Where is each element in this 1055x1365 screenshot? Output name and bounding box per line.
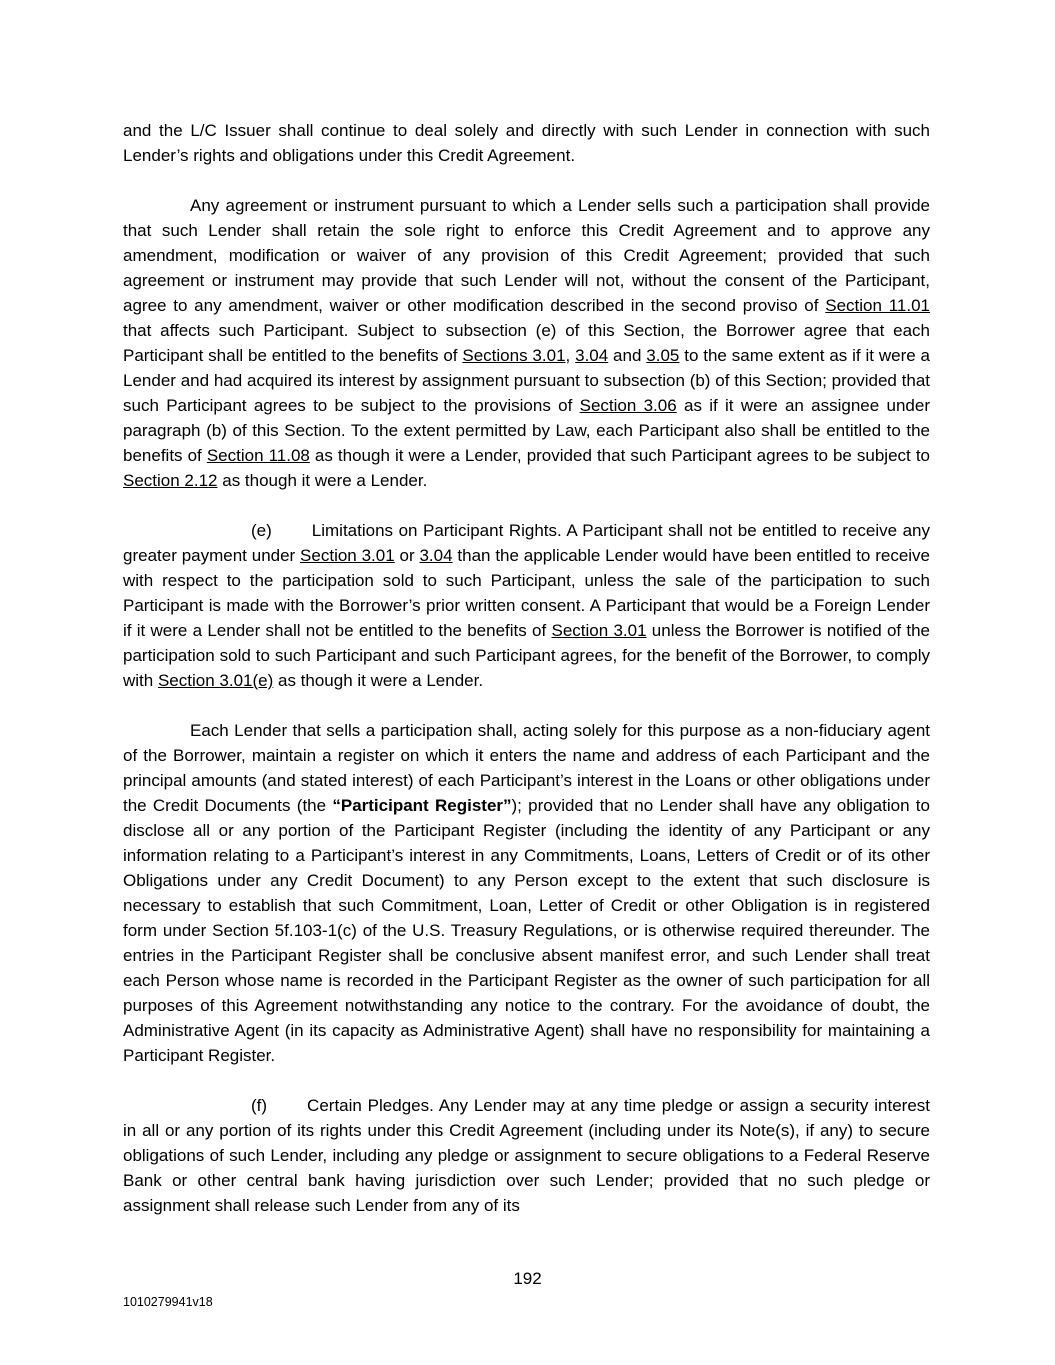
text-segment: as though it were a Lender. — [273, 671, 484, 690]
text-segment: Limitations on Participant Rights. A Participant shall not be entitled to receive any greater payment under — [123, 521, 930, 565]
defined-term: “Participant Register” — [332, 796, 512, 815]
text-segment: or — [394, 546, 420, 565]
section-reference: Sections 3.01 — [462, 346, 566, 365]
text-segment: , — [565, 346, 576, 365]
text-segment: that affects such Participant. Subject to subsection (e) of this Section, the Borrower agree that each Participant shall be entitled to the benefits of — [123, 321, 930, 365]
paragraph — [123, 1093, 930, 1218]
paragraph — [123, 193, 930, 493]
text-segment: Certain Pledges. Any Lender may at any time pledge or assign a security interest in all or any portion of its rights under this Credit Agreement (including under its Note(s), if any) to secure obligations of such Lender, including any pledge or assignment to secure obligations to a Federal Reserve Bank or other central bank having jurisdiction over such Lender; provided that no such pledge or assignment shall release such Lender from any of its — [123, 1096, 930, 1215]
section-reference: Section 3.01(e) — [157, 671, 274, 690]
section-reference: Section 11.08 — [206, 446, 310, 465]
section-reference: 3.04 — [419, 546, 453, 565]
text-segment: and — [608, 346, 647, 365]
text-segment: as though it were a Lender. — [217, 471, 428, 490]
section-reference: Section 3.01 — [551, 621, 647, 640]
paragraph — [123, 118, 930, 168]
section-reference: Section 3.06 — [579, 396, 677, 415]
text-segment: than the applicable Lender would have been entitled to receive with respect to the participation sold to such Participant, unless the sale of the participation to such Participant is made with the Borrower’s prior written consent. A Participant that would be a Foreign Lender if it were a Lender shall not be entitled to the benefits of — [123, 546, 931, 640]
text-segment: Any agreement or instrument pursuant to which a Lender sells such a participation shall provide that such Lender shall retain the sole right to enforce this Credit Agreement and to approve any amendment, modification or waiver of any provision of this Credit Agreement; provided that such agreement or instrument may provide that such Lender will not, without the consent of the Participant, agree to any amendment, waiver or other modification described in the second proviso of — [123, 196, 930, 315]
document-id-stamp: 1010279941v18 — [123, 1295, 213, 1309]
section-reference: 3.05 — [646, 346, 680, 365]
text-segment: as if it were an assignee under paragraph (b) of this Section. To the extent permitted by Law, each Participant also shall be entitled to the benefits of — [123, 396, 930, 465]
text-segment: as though it were a Lender, provided that such Participant agrees to be subject to — [309, 446, 930, 465]
page-number: 192 — [513, 1269, 542, 1288]
paragraph-label: (f) — [251, 1096, 268, 1115]
section-reference: 3.04 — [575, 346, 609, 365]
text-segment: to the same extent as if it were a Lender and had acquired its interest by assignment pursuant to subsection (b) of this Section; provided that such Participant agrees to be subject to the provisions of — [123, 346, 931, 415]
document-body — [123, 118, 930, 1218]
paragraph-label: (e) — [251, 521, 272, 540]
paragraph — [123, 518, 930, 693]
text-segment: Each Lender that sells a participation shall, acting solely for this purpose as a non-fiduciary agent of the Borrower, maintain a register on which it enters the name and address of each Participant and the principal amounts (and stated interest) of each Participant’s interest in the Loans or other obligations under the Credit Documents (the — [123, 721, 930, 815]
text-segment: unless the Borrower is notified of the participation sold to such Participant and such Participant agrees, for the benefit of the Borrower, to comply with — [123, 621, 931, 690]
section-reference: Section 2.12 — [123, 471, 218, 490]
section-reference: Section 3.01 — [300, 546, 395, 565]
paragraph — [123, 718, 930, 1068]
text-segment: ); provided that no Lender shall have any obligation to disclose all or any portion of the Participant Register (including the identity of any Participant or any information relating to a Participant’s interest in any Commitments, Loans, Letters of Credit or of its other Obligations under any Credit Document) to any Person except to the extent that such disclosure is necessary to establish that such Commitment, Loan, Letter of Credit or other Obligation is in registered form under Section 5f.103-1(c) of the U.S. Treasury Regulations, or is otherwise required thereunder. The entries in the Participant Register shall be conclusive absent manifest error, and such Lender shall treat each Person whose name is recorded in the Participant Register as the owner of such participation for all purposes of this Agreement notwithstanding any notice to the contrary. For the avoidance of doubt, the Administrative Agent (in its capacity as Administrative Agent) shall have no responsibility for maintaining a Participant Register. — [123, 796, 930, 1065]
section-reference: Section 11.01 — [825, 296, 930, 315]
text-segment: and the L/C Issuer shall continue to deal solely and directly with such Lender in connection with such Lender’s rights and obligations under this Credit Agreement. — [123, 121, 930, 165]
